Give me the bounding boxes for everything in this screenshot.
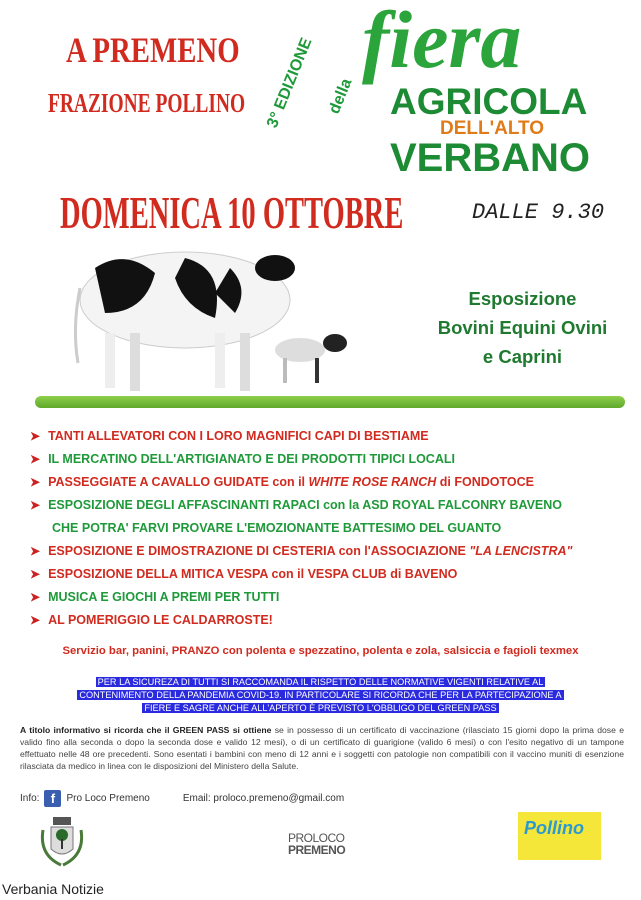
exhibit-line: Esposizione [468,288,577,309]
exhibit-line: e Caprini [482,346,563,367]
contact-row [20,790,344,807]
facebook-icon[interactable]: f [44,790,61,807]
list-item: ➤ TANTI ALLEVATORI CON I LORO MAGNIFICI CAPI DI BESTIAME [30,429,429,443]
green-pass-info: A titolo informativo si ricorda che il GREEN PASS si ottiene se in possesso di un certificato di vaccinazione (rilasciato 15 giorni dopo la prima dose e valido fino alla seconda o dopo la seconda dose e valido 12 mesi), o di un certificato di guarigione (valido 6 mesi) o con l'esito negativo di un tampone effettuato nelle 48 ore precedenti. Sono esentati i bambini con meno di 12 anni e i soggetti con patologie non compatibili con il vaccino muniti di esenzione rilasciata da medico in linea con le disposizioni del Ministero della Salute. [20,725,624,771]
della-label: della [326,76,356,117]
hamlet-title: FRAZIONE POLLINO [48,88,246,118]
arrow-icon: ➤ [30,429,41,443]
dellalto-title: DELL'ALTO [440,118,545,139]
arrow-icon: ➤ [30,567,41,581]
arrow-icon: ➤ [30,544,41,558]
list-item-continuation: CHE POTRA' FARVI PROVARE L'EMOZIONANTE BATTESIMO DEL GUANTO [52,521,502,535]
arrow-icon: ➤ [30,498,41,512]
arrow-icon: ➤ [30,452,41,466]
list-item: ➤ PASSEGGIATE A CAVALLO GUIDATE con il WHITE ROSE RANCH di FONDOTOCE [30,475,534,489]
event-time: DALLE 9.30 [472,200,605,225]
coat-of-arms-logo [35,815,90,870]
arrow-icon: ➤ [30,613,41,627]
pollino-logo: Pollino [518,812,601,860]
exhibit-line: Bovini Equini Ovini [437,317,608,338]
list-item: ➤ MUSICA E GIOCHI A PREMI PER TUTTI [30,590,280,604]
info-label: Info: [20,793,40,804]
list-item: ➤ AL POMERIGGIO LE CALDARROSTE! [30,613,273,627]
edition-label: 3° EDIZIONE [264,35,316,131]
verbano-title: VERBANO [390,136,591,180]
list-item: ➤ IL MERCATINO DELL'ARTIGIANATO E DEI PRODOTTI TIPICI LOCALI [30,452,455,466]
town-title: A PREMENO [66,30,240,70]
list-item: ➤ ESPOSIZIONE E DIMOSTRAZIONE DI CESTERIA con l'ASSOCIAZIONE "LA LENCISTRA" [30,544,573,558]
notice-line: CONTENIMENTO DELLA PANDEMIA COVID-19. IN PARTICOLARE SI RICORDA CHE PER LA PARTECIPAZIONE A [79,690,562,700]
watermark: Verbania Notizie [2,881,104,897]
exhibit-text [400,284,641,371]
agricola-title: AGRICOLA [390,81,588,122]
grass-divider [35,396,625,408]
food-info: Servizio bar, panini, PRANZO con polenta e spezzatino, polenta e zola, salsiccia e fagioli texmex [62,645,579,657]
cow-image [35,238,365,393]
fiera-logo: fiera [362,0,522,85]
email-link[interactable]: Email: proloco.premeno@gmail.com [182,793,345,804]
event-date: DOMENICA 10 OTTOBRE [60,187,404,238]
list-item: ➤ ESPOSIZIONE DEGLI AFFASCINANTI RAPACI con la ASD ROYAL FALCONRY BAVENO [30,498,563,512]
notice-line: FIERE E SAGRE ANCHE ALL'APERTO È PREVISTO L'OBBLIGO DEL GREEN PASS [144,703,497,713]
arrow-icon: ➤ [30,590,41,604]
arrow-icon: ➤ [30,475,41,489]
list-item: ➤ ESPOSIZIONE DELLA MITICA VESPA con il VESPA CLUB di BAVENO [30,567,458,581]
notice-line: PER LA SICUREZA DI TUTTI SI RACCOMANDA IL RISPETTO DELLE NORMATIVE VIGENTI RELATIVE AL [97,677,544,687]
facebook-link[interactable]: Pro Loco Premeno [66,793,150,804]
proloco-logo: PROLOCO PREMENO [288,831,346,857]
covid-notice [0,676,641,715]
